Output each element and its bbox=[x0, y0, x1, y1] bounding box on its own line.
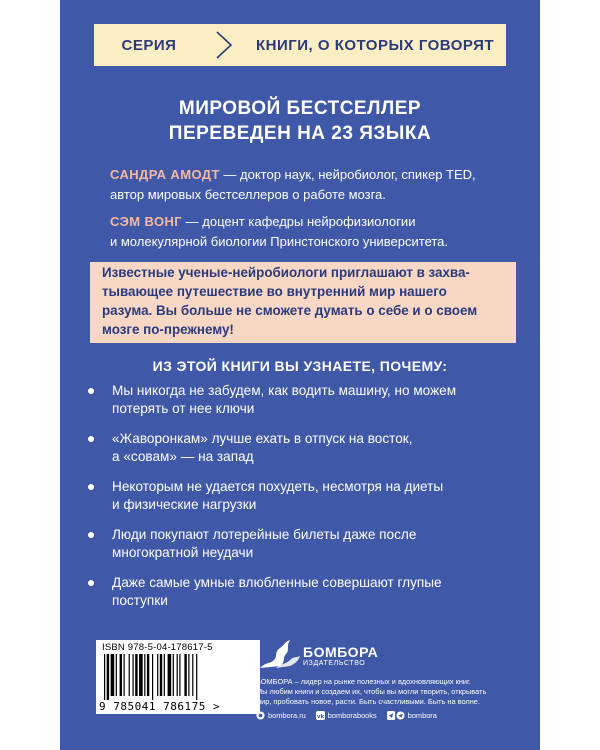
list-item-text: «Жаворонкам» лучше ехать в отпуск на восток, bbox=[112, 431, 413, 446]
series-label: СЕРИЯ bbox=[121, 36, 177, 54]
headline bbox=[60, 96, 540, 146]
list-item bbox=[88, 430, 508, 466]
list-item bbox=[88, 478, 508, 514]
globe-icon bbox=[256, 711, 265, 720]
social-vk[interactable] bbox=[316, 711, 377, 720]
headline-line-1: МИРОВОЙ БЕСТСЕЛЛЕР bbox=[178, 98, 422, 119]
publisher-desc-line: Мы любим книги и создаем их, чтобы вы могли творить, открывать bbox=[256, 687, 487, 696]
publisher-desc-line: БОМБОРА – лидер на рынке полезных и вдохновляющих книг. bbox=[256, 677, 471, 686]
list-item-text: и физические нагрузки bbox=[112, 497, 257, 512]
social-links bbox=[256, 711, 447, 720]
list-item-text: многократной неудачи bbox=[112, 545, 254, 560]
author-bio-1 bbox=[110, 165, 490, 205]
bullet-icon bbox=[88, 388, 94, 394]
social-label: bombora.ru bbox=[268, 711, 306, 720]
promo-line: тывающее путешествие во внутренний мир нашего bbox=[102, 284, 447, 299]
bullet-icon bbox=[88, 436, 94, 442]
list-item-text: потерять от нее ключи bbox=[112, 401, 255, 416]
list-item bbox=[88, 526, 508, 562]
social-label: bombora bbox=[407, 711, 437, 720]
publisher-logo-icon bbox=[256, 638, 304, 670]
promo-line: разума. Вы больше не сможете думать о себе и о своем bbox=[102, 303, 478, 318]
list-item-text: Люди покупают лотерейные билеты даже после bbox=[112, 527, 417, 542]
author-bio-2 bbox=[110, 212, 490, 252]
headline-line-2: ПЕРЕВЕДЕН НА 23 ЯЗЫКА bbox=[168, 123, 432, 144]
promo-blurb bbox=[90, 262, 516, 343]
learn-list bbox=[88, 382, 508, 622]
series-band bbox=[94, 24, 506, 66]
publisher-desc-line: мир, пробовать новое, расти. Быть счастливыми. Быть на волне. bbox=[256, 697, 480, 706]
promo-line: мозге по-прежнему! bbox=[102, 322, 234, 337]
list-item-text: Мы никогда не забудем, как водить машину, но можем bbox=[112, 383, 457, 398]
bullet-icon bbox=[88, 580, 94, 586]
promo-line: Известные ученые-нейробиологи приглашают в захва- bbox=[102, 265, 470, 280]
author-bio-text: — доцент кафедры нейрофизиологии bbox=[182, 214, 416, 229]
book-back-cover bbox=[60, 0, 540, 750]
author-bio-text: и молекулярной биологии Принстонского университета. bbox=[110, 234, 449, 249]
list-item-text: а «совам» — на запад bbox=[112, 449, 254, 464]
telegram-icon bbox=[387, 711, 405, 720]
isbn-label: ISBN 978-5-04-178617-5 bbox=[102, 642, 213, 653]
social-website[interactable] bbox=[256, 711, 306, 720]
vk-icon bbox=[316, 711, 325, 720]
list-item-text: Некоторым не удается похудеть, несмотря на диеты bbox=[112, 479, 444, 494]
series-title: КНИГИ, О КОТОРЫХ ГОВОРЯТ bbox=[255, 36, 495, 54]
publisher-subtitle: ИЗДАТЕЛЬСТВО bbox=[303, 660, 366, 667]
social-messengers[interactable] bbox=[387, 711, 437, 720]
author-name: САНДРА АМОДТ bbox=[110, 167, 220, 182]
author-name: СЭМ ВОНГ bbox=[110, 214, 183, 229]
author-bio-text: — доктор наук, нейробиолог, спикер TED, bbox=[219, 167, 476, 182]
list-item bbox=[88, 574, 508, 610]
bullet-icon bbox=[88, 532, 94, 538]
bullet-icon bbox=[88, 484, 94, 490]
author-bio-text: автор мировых бестселлеров о работе мозга. bbox=[110, 187, 386, 202]
chevron-right-icon bbox=[204, 24, 244, 66]
list-item-text: поступки bbox=[112, 593, 168, 608]
social-label: bomborabooks bbox=[327, 711, 377, 720]
learn-title: ИЗ ЭТОЙ КНИГИ ВЫ УЗНАЕТЕ, ПОЧЕМУ: bbox=[152, 358, 448, 374]
barcode-bars bbox=[104, 654, 252, 700]
list-item bbox=[88, 382, 508, 418]
svg-text:vk: vk bbox=[316, 713, 324, 720]
publisher-name: БОМБОРА bbox=[303, 644, 379, 660]
barcode bbox=[96, 640, 260, 714]
publisher-description bbox=[256, 677, 526, 707]
barcode-digits: 9 785041 786175 > bbox=[99, 700, 221, 713]
list-item-text: Даже самые умные влюбленные совершают глупые bbox=[112, 575, 442, 590]
